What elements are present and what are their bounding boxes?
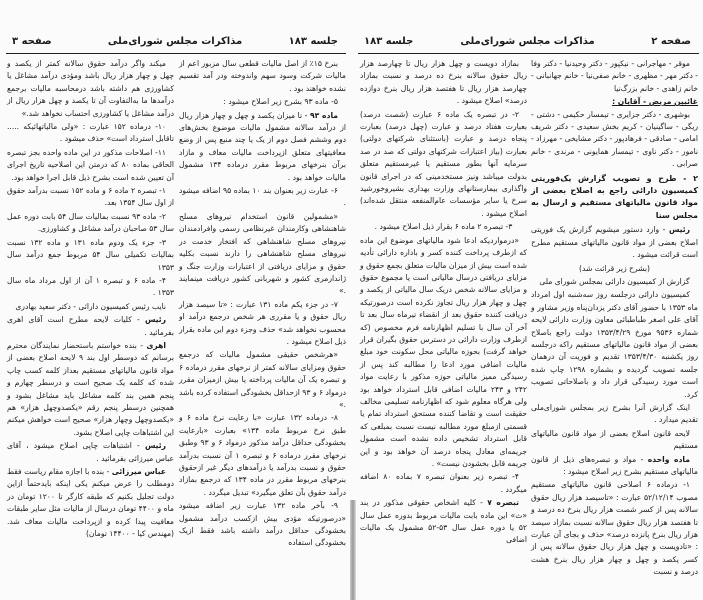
paragraph bbox=[7, 211, 174, 236]
paragraph bbox=[531, 289, 698, 401]
paragraph-text: ۱۱- اصلاحات مذکور در این ماده واحده بجز تبصره الحاقی بماده ۸۰ که درمتن این اصلاحیه تاریخ اجرای آن تعیین شده است بشرح ذیل قابل اجرا خواهد بود. bbox=[7, 147, 174, 182]
paragraph bbox=[360, 497, 527, 547]
paragraph bbox=[360, 235, 527, 471]
paragraph-text: بنرخ ۱۵٪ از اصل مالیات قطعی سال مزبور اعم از مالیات شرکت وسود سهم واندوخته ودر آمد تقسیم نشده خواهند بود . bbox=[179, 59, 346, 93]
paragraph-text: ۱- تبصره ۲ ماده ۶ و ماده ۱۵۲ نسبت بدرآمد حقوق از اول سال ۱۳۵۴ بعد. bbox=[7, 186, 174, 208]
paragraph bbox=[179, 299, 346, 349]
paragraph bbox=[531, 402, 698, 427]
speaker-name: عباس میرزائی bbox=[111, 467, 166, 476]
paragraph-text: ۲ - طرح و تصویب گزارش یک‌فوریتی کمیسیون دارائی راجع به اصلاح بعضی از مواد قانون مالیاتهای مستقیم و ارسال به مجلس سنا bbox=[531, 173, 698, 220]
text-column bbox=[360, 58, 527, 548]
paragraph-text: بمازاد دویست و چهل هزار ریال تا چهارصد هزار ریال حقوق سالانه بنرخ ده درصد و نسبت بمازاد چهارصد هزار ریال تا هفتصد هزار ریال بنرخ دوازده درصد» اصلاح میشود . bbox=[360, 59, 527, 106]
paragraph-text: ۹- بآخر ماده ۱۳۲ عبارت زیر اضافه میشود «درصورتیکه مؤدی بیش ازکسب درآمد مشمول بخشودگی حداقل درآمد داشته باشد فقط ازیک بخشودگی استفاده bbox=[179, 501, 346, 548]
section-heading bbox=[531, 96, 698, 108]
paragraph-text: بوشهری - دکتر جزایری - تیمسار حکیمی - دشتی - ریگی - ساگینیان - کریم بخش سعیدی - دکتر شریف امامی - صادقی - فرهادپور - دکتر مشایخی - مهرزاد - نامور - دکتر ناوی - تیمسار همایونی - مرندی - خانم صرابی . bbox=[531, 109, 698, 169]
paragraph-text: نایب رئیس کمیسیون دارائی - دکتر سعید بهادری bbox=[15, 301, 166, 311]
paragraph-text: ۸- درماده ۱۳۲ عبارت «با رعایت نرخ ماده ۶ و طبق نرخ مربوط ماده ۱۳۴» بعبارت «بارعایت بخشودگی حداقل درآمد مذکور درمواد ۶ و ۹۳ وطبق نرخهای مقرر درماده ۶ و تبصره ۱ آن نسبت بدرآمد حقوق و نسبت بدرآمد یا درآمدهای دیگر غیر ازحقوق بنرخهای مربوط مقرر در ماده ۱۳۴ که درجمع بمازاد درآمد حقوق بآن تعلق میگیرد» تبدیل میگردد . bbox=[179, 413, 347, 497]
header-rule bbox=[6, 53, 346, 54]
paragraph-text: ۴- تبصره زیر بعنوان تبصره ۷ بماده ۸۰ اضافه میگردد . bbox=[360, 472, 527, 494]
paragraph-text: - کلیه اشخاص حقوقی مذکور در بند «ث» این ماده بابت مالیات مربوط بدوره عمل سال ۵۲ یا دوره عمل سال ۵۳-۵۲ مشمول یک مالیات اضافی bbox=[360, 498, 527, 545]
paragraph-text: - بنده با اجازه مقام ریاست فقط دومطلب را عرض میکنم یکی اینکه بایدحتماً ازاین دولت تجلیل بکنیم که طبقه کارگر تا ۱۲۰۰ تومان در ماه و ۴۴۰۰ تومان درسال از مالیات مثل سایر طبقات معافیت پیدا کرده و ازپرداخت مالیات معاف شد. (مهندس کیا - ۱۴۴۰۰ تومان) bbox=[6, 467, 174, 539]
paragraph-text: ۱۰- درماده ۱۵۲ عبارت : «ولی مالیاتهائیکه ..... تاقابل استرداد است» حذف میشود . bbox=[7, 122, 174, 144]
paragraph bbox=[531, 454, 698, 479]
paragraph bbox=[7, 466, 174, 540]
paragraph-text: - اشتباهات چاپی اصلاح میشود ، آقای عباس میرزائی بفرمائید . bbox=[7, 441, 174, 463]
text-column bbox=[531, 58, 698, 580]
page-number: صفحه ۲ bbox=[651, 36, 691, 47]
paragraph-text: (بشرح زیر قرائت شد) bbox=[579, 263, 650, 273]
paragraph-text: کمیسیون دارائی درجلسه روز سه‌شنبه اول امرداد ماه ۱۳۵۳ با حضور آقای دکتر یزدان‌پناه وزیر مشاور و آقای علی اصغر طباطبائی معاون وزارت دارائی لایحه شماره ۹۵۳۶ مورخ ۱۳۵۳/۴/۲۹ دولت راجع باصلاح بعضی از مواد قانون مالیاتهای مستقیم راکه درجلسه روز یکشنبه ۱۳۵۳/۴/۳۰ تقدیم و فوریت آن درهمان جلسه تصویب گردیده و بشماره ۱۲۹۸ چاپ شده است مورد رسیدگی قرار داد و باصلاحاتی تصویب کرد. bbox=[531, 290, 699, 399]
paragraph-text: گزارش از کمیسیون دارائی بمجلس شورای ملی bbox=[539, 276, 690, 286]
paragraph bbox=[7, 301, 174, 313]
paragraph bbox=[179, 110, 346, 184]
paragraph-text: ۵- ماده ۹۳ بشرح زیر اصلاح میشود : bbox=[223, 97, 338, 107]
page-2 bbox=[352, 0, 703, 600]
paragraph bbox=[531, 428, 698, 453]
paragraph-text: ۱- درماده ۶ اصلاحی قانون مالیاتهای مستقیم مصوب ۵۲/۱۲/۱۴ عبارت : «تاسیصد هزار ریال حقوق سالانه پس از کسر شصت هزار ریال بنرخ ده درصد و تا هفتصد هزار ریال حقوق سالانه نسبت بمازاد سیصد هزار ریال بنرخ پانزده درصد» حذف و بجای آن عبارت : «تادویست و چهل هزار ریال حقوق سالانه پس از کسر یکصد و چهل و چهار هزار ریال بنرخ هشت درصد و نسبت bbox=[531, 480, 698, 577]
paragraph bbox=[7, 440, 174, 465]
paragraph-text: موقر - مهاجرانی - نیکپور - دکتر وحیدنیا - دکتر وفا - دکتر مهر - مظهری - خانم صفی‌نیا - خانم جهانبانی - خانم زاهدی - خانم بزرگ‌نیا bbox=[531, 59, 698, 93]
page-header bbox=[6, 36, 344, 50]
paragraph bbox=[7, 340, 174, 439]
paragraph bbox=[531, 276, 698, 288]
paragraph-text: - وارد دستور میشویم گزارش یک فوریتی اصلاح بعضی از مواد قانون مالیاتهای مستقیم مطرح است قرائت میشود . bbox=[531, 225, 698, 260]
paragraph bbox=[179, 185, 346, 210]
text-column bbox=[7, 58, 174, 541]
running-title: مذاکرات مجلس شورای‌ملی bbox=[107, 36, 243, 47]
paragraph bbox=[7, 185, 174, 210]
paragraph-text: ۶- عبارت زیر بعنوان بند ۱۰ بماده ۹۵ اضافه میشود . bbox=[179, 186, 346, 208]
running-title: مذاکرات مجلس شورای‌ملی bbox=[460, 36, 595, 47]
speaker-name: رئیس bbox=[144, 441, 166, 451]
paragraph bbox=[179, 349, 346, 411]
paragraph bbox=[531, 224, 698, 261]
speaker-name: ماده ۹۳ bbox=[309, 110, 338, 120]
paragraph-text: ۳- جزء یک ودوم ماده ۱۳۱ و ماده ۱۳۲ نسبت بمالیات تکمیلی سال ۵۴ مربوط جمع درآمد سال ۱۳۵۳ bbox=[7, 237, 174, 272]
paragraph bbox=[7, 147, 174, 184]
paragraph-text: غائبین مریض - آقایان : bbox=[612, 97, 698, 107]
paragraph-text: - کلیات لایحه مطرح است آقای اهری بفرمائید . bbox=[7, 315, 174, 337]
page-3 bbox=[0, 0, 350, 600]
paragraph-text: اینک گزارش آنرا بشرح زیر بمجلس شورای‌ملی تقدیم میدارد . bbox=[531, 402, 698, 425]
paragraph bbox=[7, 314, 174, 339]
paragraph bbox=[7, 121, 174, 146]
session-number: جلسه ۱۸۳ bbox=[364, 36, 414, 47]
paragraph-text: ۲- ماده ۹۳ نسبت بمالیات سال ۵۴ بابت دوره عمل سال ۵۳ صاحبان درآمد مشاغل و کشاورزی. bbox=[7, 211, 174, 234]
paragraph-text: لایحه قانون اصلاح بعضی از مواد قانون مالیاتهای مستقیم bbox=[531, 428, 698, 451]
paragraph bbox=[360, 221, 527, 233]
paragraph-text: «هرشخص حقیقی مشمول مالیات که درجمع حقوق ومزایای سالانه کمتر از نرخهای مقرر درماده ۶ و تبصره یک آن مالیات پرداخته یا بیش ازمیزان مقرر درمواد ۶ و ۹۳ ازحداقل بخشودگی استفاده کرده باشد .» bbox=[179, 350, 346, 409]
speaker-name: ماده واحده bbox=[647, 454, 690, 464]
speaker-name: رئیس bbox=[668, 225, 690, 235]
paragraph bbox=[531, 109, 698, 171]
paragraph bbox=[179, 58, 346, 95]
paragraph bbox=[360, 109, 527, 221]
speaker-name: اهری bbox=[146, 340, 166, 350]
paragraph-text: میکند واگر درآمد حقوق سالانه کمتر از یکصد و چهل و چهار هزار ریال باشد ومؤدی درآمد مشاغل یا کشاورزی هم داشته باشد درمحاسبه مالیات برجمع درآمدها ما به‌التفاوت آن تا یکصد و چهل هزار ریال از درآمد مشاغل یا کشاورزی احتساب نخواهد شد.» bbox=[7, 59, 174, 118]
paragraph-text: «درمواردیکه ادعا شود مالیاتهای موضوع این ماده که ازطرف پرداخت کننده کسر و باداره دارائی تأدیه شده است بیش از میزان مالیات متعلق بجمع حقوق و مزایای دریافتی درسال مالیاتی است یا مجموع حقوق و مزایای سالانه شخص دریک سال مالیاتی از یکصد و چهل و چهار هزار ریال تجاوز نکرده است درصورتیکه دریافت کننده حقوق بعد از انقضاء تیرماه سال بعد تا آخر آن سال با تسلیم اظهارنامه فرم مخصوص (که ازطرف وزارت دارائی در دسترس حقوق بگیران قرار خواهد گرفت) بحوزه مالیاتی محل سکونت خود مبلغ مالیات اضافی مورد ادعا را مطالبه کند پس از رسیدگی ممیز مالیاتی حوزه مذکور با رعایت مواد ۲۴۲ و ۲۴۳ مالیات اضافی قابل استرداد خواهد بود ولی هرگاه معلوم شود که اظهارنامه تسلیمی مخالف حقیقت است و تقاضا کننده مستحق استرداد تمام یا قسمتی ازمبلغ مورد مطالبه نیست نسبت بمبلغی که قابل استرداد تشخیص داده نشده است مشمول جریمه‌ای معادل پنجاه درصد آن خواهد بود و این جریمه قابل بخشودن نیست» . bbox=[360, 235, 527, 468]
speaker-name: تبصره ۷ bbox=[487, 498, 519, 508]
paragraph bbox=[360, 471, 527, 496]
paragraph-text: ۲- در تبصره یک ماده ۶ عبارت (شصت درصد) بعبارت هفتاد درصد و عبارت (چهل درصد) بعبارت پنجاه درصد و عبارت (باستثنای شرکتهای دولتی) بعبارت (بیاز اعتبارات شرکتهای دولتی که صد در صد سرمایه آنها بطور مستقیم یا غیرمستقیم متعلق بدولت میباشد ونیز مستخدمینی که در اجرای قانون واگذاری بیمارستانهای وزارت بهداری بشیروخورشید سرخ یا سایر مؤسسات عام‌المنفعه منتقل شده‌اند) اصلاح میشود . bbox=[360, 109, 527, 218]
paragraph bbox=[179, 500, 346, 550]
paragraph bbox=[179, 96, 346, 108]
paragraph bbox=[531, 263, 698, 275]
paragraph-text: - مواد و تبصره‌های ذیل از قانون مالیاتهای مستقیم بشرح زیر اصلاح میشود : bbox=[531, 454, 698, 476]
paragraph bbox=[531, 479, 698, 578]
paragraph-text: - تا میزان یکصد و چهل و چهار هزار ریال از درآمد سالانه مشمول مالیات موضوع بخش‌های دوم وششم فصل دوم از یک یا چند منبع پس از وضع معافیتهای متعلق ازپرداخت مالیات معاف و مازاد برآن بنرخهای مربوط مقرر درماده ۱۳۴ مشمول مالیات خواهد بود . bbox=[179, 110, 346, 182]
paragraph bbox=[531, 58, 698, 95]
paragraph bbox=[360, 58, 527, 108]
paragraph bbox=[7, 58, 174, 120]
page-number: صفحه ۳ bbox=[12, 36, 52, 47]
session-number: جلسه ۱۸۳ bbox=[288, 36, 338, 47]
text-column bbox=[179, 58, 346, 551]
paragraph bbox=[7, 275, 174, 300]
paragraph-text: ۴- ماده ۶ و تبصره ۱ آن از اول مرداد ماه سال ۱۳۵۳ . bbox=[7, 275, 174, 298]
page-header bbox=[358, 36, 697, 50]
header-rule bbox=[358, 53, 699, 54]
section-heading bbox=[531, 173, 698, 223]
paragraph bbox=[179, 412, 346, 499]
page-binding-shadow bbox=[350, 500, 356, 600]
paragraph-text: ۳- تبصره ۲ ماده ۶ بقرار ذیل اصلاح میشود . bbox=[374, 222, 513, 232]
speaker-name: رئیس bbox=[144, 315, 166, 325]
paragraph-text: ۷- در جزء یکم ماده ۱۳۱ عبارت : «تا سیصد هزار ریال حقوق و یا مقرری هر شخص درجمع درآمد او محسوب نخواهد شد» حذف وجزء دوم این ماده بقرار ذیل اصلاح میشود . bbox=[179, 299, 346, 346]
paragraph-text: - بنده خواستم باستحضار نمایندگان محترم برسانم که دوسطر اول بند ۹ لایحه اصلاح بعضی از مواد قانون مالیاتهای مستقیم بعداز کلمه کسب چاپ شده که کلمه یک صحیح است و درسطر چهارم و پنجم همین بند کلمه مشاغل باید مشاغل بشود و همچنین درسطر پنجم رقم «یکصدوچهل هزار» هم «یکصدوچهل وچهار هزار» صحیح است خواهش میکنم این اشتباهات چاپی اصلاح بشود. bbox=[7, 340, 174, 437]
paragraph bbox=[7, 237, 174, 274]
paragraph bbox=[179, 211, 346, 298]
paragraph-text: «مشمولین قانون استخدام نیروهای مسلح شاهنشاهی وکارمندان غیرنظامی رسمی وافرادمندان نیروهای مسلح شاهنشاهی که افتخار خدمت در نیروهای مسلح شاهنشاهی را دارند نسبت بکلیه حقوق و مزایای دریافتی از اعتبارات وزارت جنگ و ژاندارمری کشور و شهربانی کشور دریافت مینمایند .» bbox=[179, 211, 346, 296]
